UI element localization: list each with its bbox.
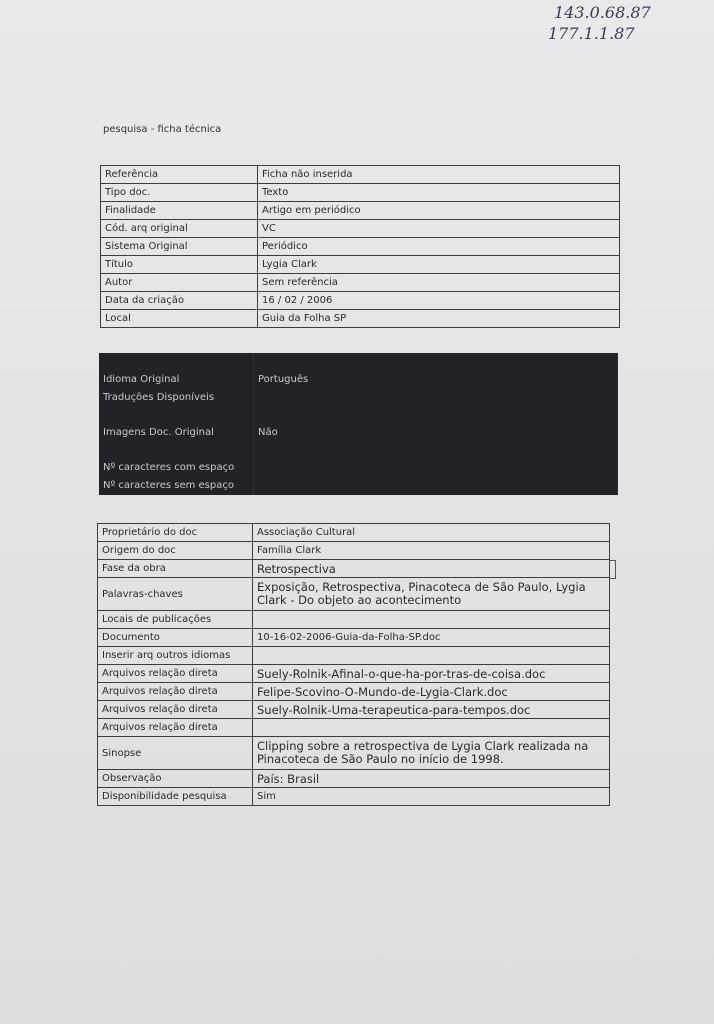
row-label: Locais de publicações bbox=[98, 611, 253, 629]
row-label bbox=[99, 441, 254, 459]
row-value bbox=[254, 441, 618, 459]
row-label: Cód. arq original bbox=[101, 220, 258, 238]
table-row bbox=[99, 371, 618, 389]
page-header: pesquisa - ficha técnica bbox=[103, 124, 222, 135]
row-label: Palavras-chaves bbox=[98, 578, 253, 611]
row-label: Finalidade bbox=[101, 202, 258, 220]
row-value: Felipe-Scovino-O-Mundo-de-Lygia-Clark.doc bbox=[253, 683, 610, 701]
table-row bbox=[98, 542, 610, 560]
row-value: Associação Cultural bbox=[253, 524, 610, 542]
table-row bbox=[98, 647, 610, 665]
row-value: 10-16-02-2006-Guia-da-Folha-SP.doc bbox=[253, 629, 610, 647]
row-value: VC bbox=[258, 220, 620, 238]
ficha-table-3 bbox=[97, 523, 610, 806]
row-label bbox=[99, 406, 254, 424]
row-label: Traduções Disponíveis bbox=[99, 388, 254, 406]
table-row bbox=[99, 459, 618, 477]
row-value bbox=[254, 388, 618, 406]
row-value: Periódico bbox=[258, 238, 620, 256]
row-value bbox=[254, 459, 618, 477]
table-row bbox=[98, 524, 610, 542]
row-value: Suely-Rolnik-Uma-terapeutica-para-tempos.doc bbox=[253, 701, 610, 719]
table-row bbox=[98, 737, 610, 770]
table-row bbox=[101, 256, 620, 274]
table-row bbox=[98, 788, 610, 806]
row-value: Ficha não inserida bbox=[258, 166, 620, 184]
row-value: Suely-Rolnik-Afinal-o-que-ha-por-tras-de-coisa.doc bbox=[253, 665, 610, 683]
row-label: Referência bbox=[101, 166, 258, 184]
row-value: Sem referência bbox=[258, 274, 620, 292]
table-row bbox=[98, 701, 610, 719]
ficha-table-2-dark bbox=[99, 353, 618, 495]
row-value bbox=[254, 477, 618, 495]
row-value: Guia da Folha SP bbox=[258, 310, 620, 328]
row-value: Não bbox=[254, 424, 618, 442]
row-label: Inserir arq outros idiomas bbox=[98, 647, 253, 665]
row-value: 16 / 02 / 2006 bbox=[258, 292, 620, 310]
row-value bbox=[253, 611, 610, 629]
table-row bbox=[98, 629, 610, 647]
table-row bbox=[98, 770, 610, 788]
table-row bbox=[98, 578, 610, 611]
table-row bbox=[98, 719, 610, 737]
row-label: Origem do doc bbox=[98, 542, 253, 560]
table-row bbox=[99, 441, 618, 459]
table-row bbox=[101, 184, 620, 202]
row-value bbox=[253, 647, 610, 665]
row-value bbox=[254, 406, 618, 424]
table-row bbox=[101, 310, 620, 328]
table-row bbox=[99, 406, 618, 424]
row-label: Data da criação bbox=[101, 292, 258, 310]
row-label: Arquivos relação direta bbox=[98, 719, 253, 737]
row-label: Arquivos relação direta bbox=[98, 665, 253, 683]
row-label: Disponibilidade pesquisa bbox=[98, 788, 253, 806]
row-label: Autor bbox=[101, 274, 258, 292]
table-row bbox=[101, 220, 620, 238]
table-row bbox=[101, 238, 620, 256]
row-value: Português bbox=[254, 371, 618, 389]
row-label: Idioma Original bbox=[99, 371, 254, 389]
table-row bbox=[101, 274, 620, 292]
annotation-line-2: 177.1.1.87 bbox=[548, 24, 635, 43]
row-label: Local bbox=[101, 310, 258, 328]
row-label: Tipo doc. bbox=[101, 184, 258, 202]
table-row bbox=[99, 477, 618, 495]
row-value: Exposição, Retrospectiva, Pinacoteca de São Paulo, Lygia Clark - Do objeto ao acontecimento bbox=[253, 578, 610, 611]
table-row bbox=[101, 292, 620, 310]
table-row bbox=[101, 166, 620, 184]
row-label: Nº caracteres sem espaço bbox=[99, 477, 254, 495]
row-label: Nº caracteres com espaço bbox=[99, 459, 254, 477]
table-row bbox=[101, 202, 620, 220]
row-value bbox=[254, 353, 618, 371]
table-row bbox=[98, 560, 610, 578]
table-row bbox=[98, 665, 610, 683]
annotation-line-1: 143.0.68.87 bbox=[554, 3, 651, 22]
row-label: Fase da obra bbox=[98, 560, 253, 578]
table-edge-mark bbox=[609, 560, 616, 579]
table-row bbox=[98, 683, 610, 701]
row-label: Arquivos relação direta bbox=[98, 683, 253, 701]
row-label: Proprietário do doc bbox=[98, 524, 253, 542]
row-label bbox=[99, 353, 254, 371]
row-value: Lygia Clark bbox=[258, 256, 620, 274]
table-row bbox=[98, 611, 610, 629]
table-row bbox=[99, 424, 618, 442]
row-label: Documento bbox=[98, 629, 253, 647]
row-label: Arquivos relação direta bbox=[98, 701, 253, 719]
row-label: Sinopse bbox=[98, 737, 253, 770]
row-label: Imagens Doc. Original bbox=[99, 424, 254, 442]
ficha-table-1 bbox=[100, 165, 620, 328]
row-value: Família Clark bbox=[253, 542, 610, 560]
row-value bbox=[253, 719, 610, 737]
table-row bbox=[99, 388, 618, 406]
row-label: Sistema Original bbox=[101, 238, 258, 256]
handwritten-annotation bbox=[548, 2, 674, 44]
row-label: Título bbox=[101, 256, 258, 274]
table-row bbox=[99, 353, 618, 371]
row-value: Texto bbox=[258, 184, 620, 202]
row-value: País: Brasil bbox=[253, 770, 610, 788]
row-label: Observação bbox=[98, 770, 253, 788]
row-value: Clipping sobre a retrospectiva de Lygia Clark realizada na Pinacoteca de São Paulo no início de 1998. bbox=[253, 737, 610, 770]
row-value: Artigo em periódico bbox=[258, 202, 620, 220]
row-value: Sim bbox=[253, 788, 610, 806]
row-value: Retrospectiva bbox=[253, 560, 610, 578]
